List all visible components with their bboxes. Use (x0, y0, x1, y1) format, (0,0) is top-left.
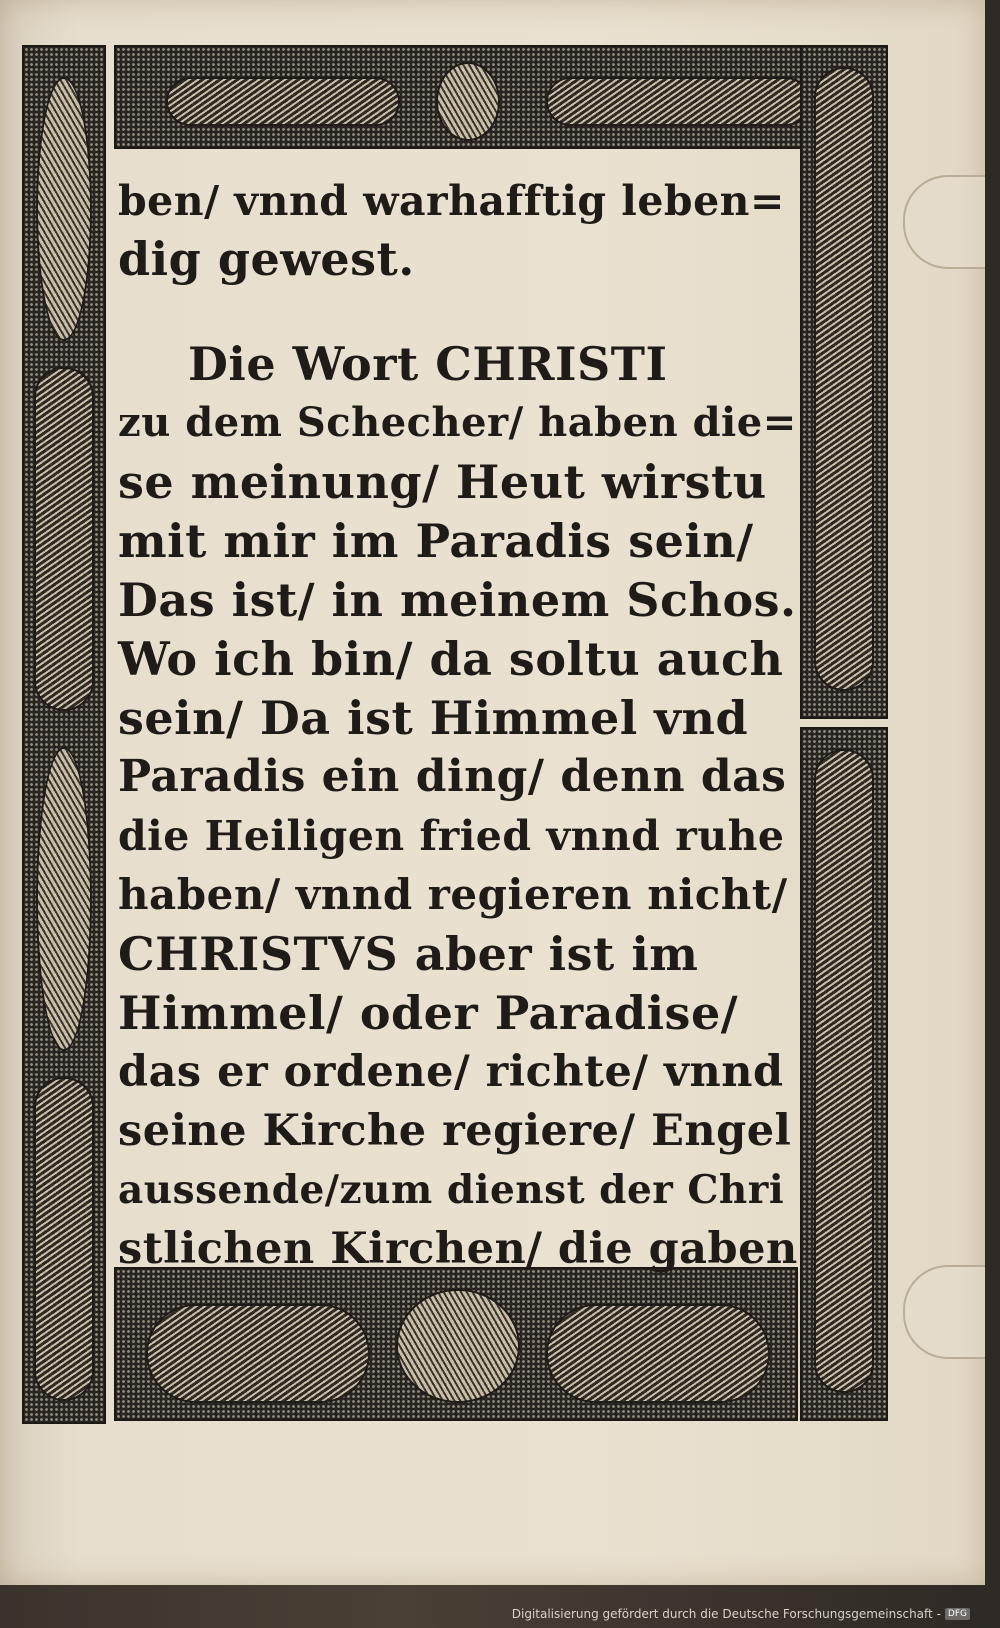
text-line: haben/ vnnd regieren nicht/ (118, 870, 788, 919)
text-line: das er ordene/ richte/ vnnd (118, 1047, 784, 1097)
text-line: ben/ vnnd warhafftig leben= (118, 177, 785, 225)
border-top (114, 45, 888, 149)
text-line: die Heiligen fried vnnd ruhe (118, 812, 785, 860)
text-line: mit mir im Paradis sein/ (118, 514, 754, 568)
digitization-credit (512, 1606, 970, 1622)
text-line: se meinung/ Heut wirstu (118, 455, 767, 509)
ornament-dragon-left (146, 1304, 370, 1403)
text-line: aussende/zum dienst der Chri (118, 1167, 785, 1213)
text-line: Das ist/ in meinem Schos. (118, 573, 797, 627)
ornament-left-1 (36, 77, 92, 341)
text-line: sein/ Da ist Himmel vnd (118, 691, 749, 745)
ornament-left-4 (34, 1077, 94, 1401)
border-left (22, 45, 106, 1424)
text-line: Wo ich bin/ da soltu auch (118, 632, 784, 686)
text-line: seine Kirche regiere/ Engel (118, 1106, 792, 1156)
ornament-urn (396, 1289, 520, 1403)
border-right-upper (800, 45, 888, 719)
text-line: dig gewest. (118, 232, 415, 286)
ornament-left-3 (36, 747, 92, 1051)
ornament-left-2 (34, 367, 94, 711)
border-bottom (114, 1267, 798, 1421)
ornament-vine-right (546, 77, 810, 126)
dfg-logo: DFG (945, 1608, 970, 1620)
credit-text: Digitalisierung gefördert durch die Deutsche Forschungsgemeinschaft - (511, 1607, 941, 1621)
page-tab-lower (903, 1265, 985, 1359)
body-text (118, 168, 798, 1274)
ornament-right-upper (814, 67, 874, 691)
ornament-fruit (436, 62, 500, 141)
ornament-right-lower (814, 749, 874, 1393)
text-line: zu dem Schecher/ haben die= (118, 399, 797, 446)
text-line: CHRISTVS aber ist im (118, 927, 699, 981)
border-right-lower (800, 727, 888, 1421)
ornament-vine-left (166, 77, 400, 126)
ornament-dragon-right (546, 1304, 770, 1403)
text-line: Himmel/ oder Paradise/ (118, 986, 739, 1040)
text-line: Die Wort CHRISTI (188, 337, 668, 391)
page-tab-upper (903, 175, 985, 269)
text-line: stlichen Kirchen/ die gaben (118, 1224, 798, 1274)
text-line: Paradis ein ding/ denn das (118, 751, 787, 802)
